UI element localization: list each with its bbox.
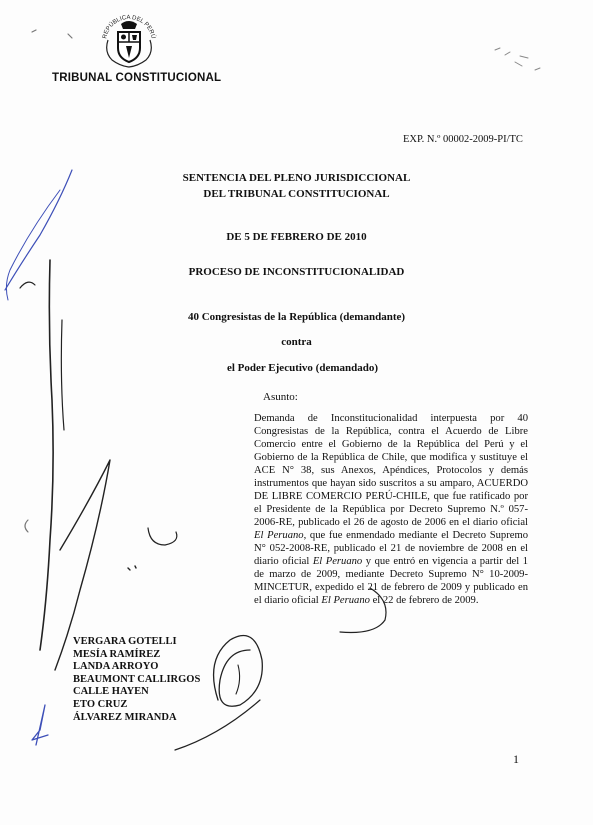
- document-title-line-1: SENTENCIA DEL PLENO JURISDICCIONAL: [182, 172, 411, 184]
- signature-stroke-dark: [20, 282, 35, 288]
- signature-stroke-dark: [236, 665, 240, 694]
- newspaper-name: El Peruano: [254, 530, 304, 541]
- judge-name: VERGARA GOTELLI: [73, 636, 177, 647]
- subject-text-part: el 22 de febrero de 2009.: [372, 595, 479, 606]
- scan-noise: [495, 48, 540, 70]
- crest-ring-text: REPÚBLICA DEL PERÚ: [102, 14, 156, 40]
- institution-name: TRIBUNAL CONSTITUCIONAL: [52, 72, 222, 84]
- judge-name: ÁLVAREZ MIRANDA: [73, 711, 177, 723]
- case-number: EXP. N.º 00002-2009-PI/TC: [403, 134, 523, 145]
- signature-stroke-blue: [32, 705, 48, 745]
- signature-stroke-blue: [6, 190, 60, 300]
- judge-name: MESÍA RAMÍREZ: [73, 648, 161, 660]
- newspaper-name: El Peruano: [321, 595, 370, 606]
- page-number: 1: [513, 752, 519, 766]
- judge-name: ETO CRUZ: [73, 698, 128, 710]
- signature-stroke-dark: [148, 528, 177, 545]
- judge-name: CALLE HAYEN: [73, 686, 149, 698]
- subject-text-part: Demanda de Inconstitucionalidad interpuesta por 40 Congresistas de la República, contra el Acuerdo de Libre Comercio entre el Gobierno de la República del Perú y el Gobierno de la República de Chile, que modifica y sustituye el ACE N° 38, sus Anexos, Apéndices, Protocolos y demás instrumentos que hayan sido suscritos a su amparo, ACUERDO DE LIBRE COMERCIO PERÚ-CHILE, que fue ratificado por el Presidente de la República por Decreto Supremo N.º 057-2006-RE, publicado el 26 de agosto de 2006 en el diario oficial: [254, 413, 528, 528]
- judge-name: BEAUMONT CALLIRGOS: [73, 673, 201, 685]
- subject-label: Asunto:: [263, 391, 298, 403]
- punch-mark: [25, 520, 28, 532]
- judge-name: LANDA ARROYO: [73, 661, 159, 673]
- judges-list: [73, 636, 200, 724]
- coat-of-arms-icon: [98, 10, 160, 72]
- newspaper-name: El Peruano: [312, 556, 363, 567]
- judgment-date: DE 5 DE FEBRERO DE 2010: [226, 231, 367, 243]
- subject-paragraph: [254, 412, 528, 607]
- subject-text-part: , que fue enmendado mediante el Decreto Supremo N° 052-2008-RE, publicado el 21 de noviembre de 2008 en el diario oficial: [254, 530, 528, 567]
- plaintiff: 40 Congresistas de la República (demandante): [187, 311, 406, 323]
- versus-label: contra: [281, 336, 312, 348]
- signature-stroke-dark: [128, 566, 136, 570]
- scan-noise: [32, 30, 72, 38]
- document-title-line-2: DEL TRIBUNAL CONSTITUCIONAL: [203, 188, 390, 200]
- process-type: PROCESO DE INCONSTITUCIONALIDAD: [188, 266, 405, 278]
- signature-stroke-dark: [214, 636, 263, 707]
- defendant: el Poder Ejecutivo (demandado): [226, 362, 379, 374]
- subject-text-part: y que entró en vigencia a partir del 1 de marzo de 2009, mediante Decreto Supremo N° 10-2009-MINCETUR, expedido el 21 de febrero de 2009 y publicado en el diario oficial: [254, 556, 528, 606]
